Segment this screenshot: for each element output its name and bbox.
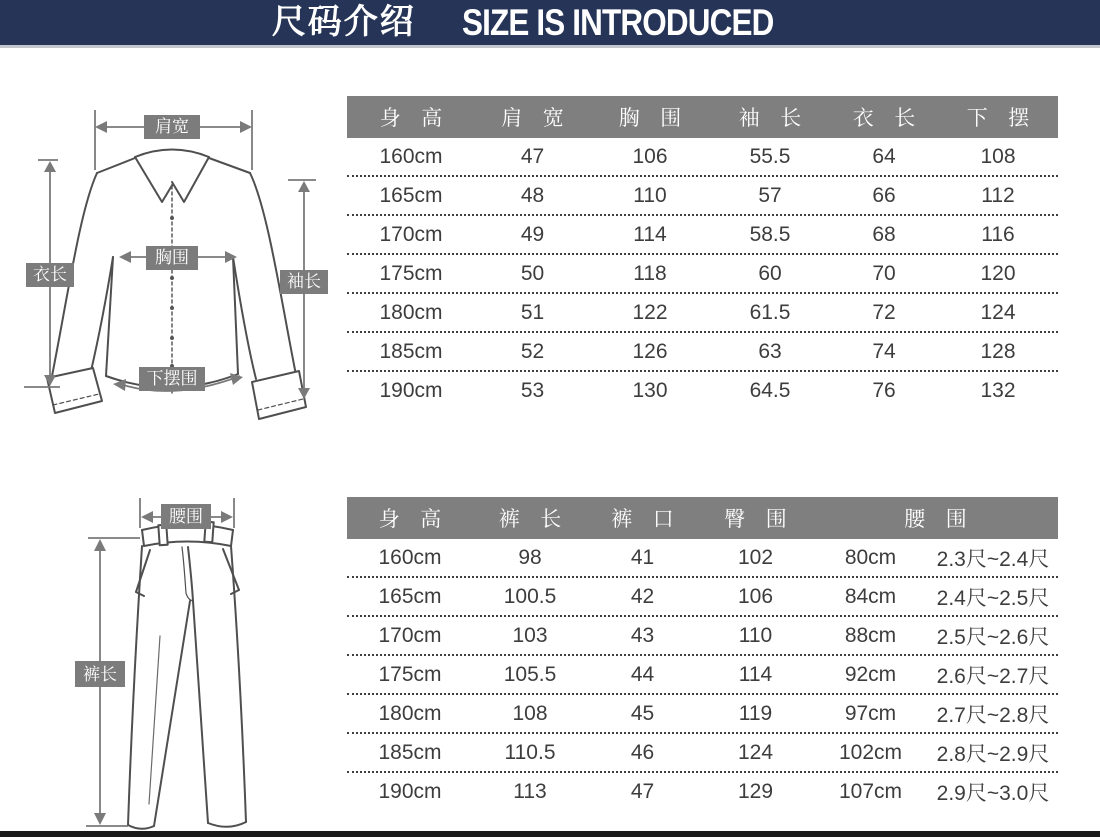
hem-label: 下摆围 (146, 369, 198, 388)
table-row (347, 138, 1058, 177)
cell: 43 (630, 623, 655, 647)
cell: 68 (872, 222, 896, 246)
cell: 118 (633, 261, 667, 285)
cell: 51 (520, 300, 545, 324)
cell: 98 (518, 545, 542, 569)
cell: 64.5 (749, 378, 791, 402)
cell: 185cm (378, 740, 442, 764)
cell: 72 (872, 300, 896, 324)
cell: 108 (980, 144, 1016, 168)
cell: 114 (633, 222, 667, 246)
cell: 107cm (838, 779, 903, 803)
cell: 63 (758, 339, 782, 363)
garment-length-label: 衣长 (33, 265, 67, 284)
cell: 2.7尺~2.8尺 (936, 703, 1050, 727)
cell: 122 (632, 300, 668, 324)
banner-title-zh: 尺码介绍 (271, 3, 416, 41)
table-row (347, 773, 1058, 810)
table-row (347, 333, 1058, 372)
cell: 47 (520, 144, 545, 168)
cell: 84cm (844, 584, 897, 608)
cell: 120 (980, 261, 1016, 285)
cell: 130 (632, 378, 668, 402)
table-row (347, 372, 1058, 409)
cell: 2.6尺~2.7尺 (936, 664, 1050, 688)
pants-diagram (0, 460, 350, 837)
cell: 80cm (844, 545, 897, 569)
table-row (347, 578, 1058, 617)
column-header-length: 衣 长 (852, 107, 923, 130)
cell: 110.5 (504, 740, 556, 764)
cell: 57 (758, 183, 782, 207)
cell: 175cm (379, 261, 443, 285)
cell: 185cm (379, 339, 443, 363)
cell: 100.5 (503, 584, 557, 608)
waist-label: 腰围 (169, 507, 203, 526)
pants-table-header (347, 497, 1058, 539)
chest-label: 胸围 (155, 248, 189, 267)
cell: 106 (632, 144, 668, 168)
cell: 190cm (379, 378, 443, 402)
column-header-waist: 腰 围 (904, 508, 975, 531)
cell: 170cm (379, 222, 443, 246)
pants-outline (128, 522, 246, 829)
table-row (347, 294, 1058, 333)
cell: 160cm (378, 545, 442, 569)
cell: 119 (738, 701, 773, 725)
cell: 165cm (378, 584, 442, 608)
cell: 124 (980, 300, 1016, 324)
cell: 50 (520, 261, 545, 285)
cell: 42 (630, 584, 655, 608)
cell: 55.5 (749, 144, 791, 168)
shirt-size-table (347, 96, 1058, 409)
cell: 97cm (844, 701, 897, 725)
cell: 170cm (378, 623, 442, 647)
column-header-hem: 下 摆 (966, 107, 1037, 130)
cell: 58.5 (749, 222, 791, 246)
cell: 110 (633, 183, 667, 207)
cell: 60 (758, 261, 782, 285)
pants-length-label: 裤长 (83, 665, 117, 684)
cell: 180cm (378, 701, 442, 725)
cell: 70 (872, 261, 896, 285)
cell: 110 (738, 623, 773, 647)
table-row (347, 255, 1058, 294)
cell: 88cm (844, 623, 897, 647)
cell: 124 (737, 740, 774, 764)
shirt-table-header (347, 96, 1058, 138)
table-row (347, 734, 1058, 773)
shoulder-width-label: 肩宽 (155, 117, 189, 136)
cell: 175cm (378, 662, 442, 686)
cell: 102 (737, 545, 774, 569)
table-row (347, 695, 1058, 734)
cell: 106 (737, 584, 774, 608)
cell: 129 (737, 779, 774, 803)
cell: 74 (872, 339, 896, 363)
cell: 44 (630, 662, 655, 686)
cell: 126 (632, 339, 668, 363)
cell: 49 (520, 222, 545, 246)
cell: 61.5 (749, 300, 791, 324)
cell: 2.5尺~2.6尺 (936, 625, 1050, 649)
cell: 103 (512, 623, 548, 647)
cell: 108 (512, 701, 548, 725)
cell: 47 (630, 779, 655, 803)
cell: 180cm (379, 300, 443, 324)
cell: 105.5 (503, 662, 557, 686)
cell: 66 (872, 183, 896, 207)
bottom-divider-strip (0, 831, 1100, 837)
banner-title-en: SIZE IS INTRODUCED (461, 2, 774, 43)
cell: 128 (980, 339, 1016, 363)
cell: 116 (981, 222, 1015, 246)
cell: 160cm (379, 144, 443, 168)
column-header-hip: 臀 围 (724, 508, 795, 531)
cell: 2.9尺~3.0尺 (936, 781, 1050, 805)
shirt-diagram (0, 60, 345, 445)
column-header-chest: 胸 围 (618, 107, 689, 130)
cell: 64 (872, 144, 896, 168)
table-row (347, 539, 1058, 578)
cell: 92cm (844, 662, 897, 686)
pants-size-table (347, 497, 1058, 810)
cell: 132 (980, 378, 1016, 402)
cell: 112 (981, 183, 1015, 207)
cell: 45 (630, 701, 655, 725)
column-header-leg-opening: 裤 口 (611, 508, 682, 531)
cell: 113 (513, 779, 547, 803)
cell: 2.8尺~2.9尺 (936, 742, 1050, 766)
table-row (347, 617, 1058, 656)
column-header-height: 身 高 (378, 508, 449, 531)
cell: 41 (630, 545, 655, 569)
column-header-sleeve: 袖 长 (738, 107, 809, 130)
column-header-height: 身 高 (379, 107, 450, 130)
cell: 2.4尺~2.5尺 (936, 586, 1050, 610)
cell: 46 (630, 740, 655, 764)
sleeve-length-label: 袖长 (287, 272, 321, 291)
cell: 52 (520, 339, 545, 363)
title-banner (0, 0, 1100, 48)
column-header-shoulder: 肩 宽 (501, 107, 572, 130)
cell: 114 (738, 662, 773, 686)
cell: 53 (520, 378, 545, 402)
column-header-pants-length: 裤 长 (498, 508, 569, 531)
cell: 102cm (838, 740, 903, 764)
cell: 2.3尺~2.4尺 (936, 547, 1050, 571)
table-row (347, 177, 1058, 216)
cell: 165cm (379, 183, 443, 207)
cell: 190cm (378, 779, 442, 803)
cell: 76 (872, 378, 896, 402)
table-row (347, 216, 1058, 255)
cell: 48 (520, 183, 545, 207)
shirt-line-drawing (0, 60, 345, 440)
pants-line-drawing (0, 460, 350, 837)
table-row (347, 656, 1058, 695)
